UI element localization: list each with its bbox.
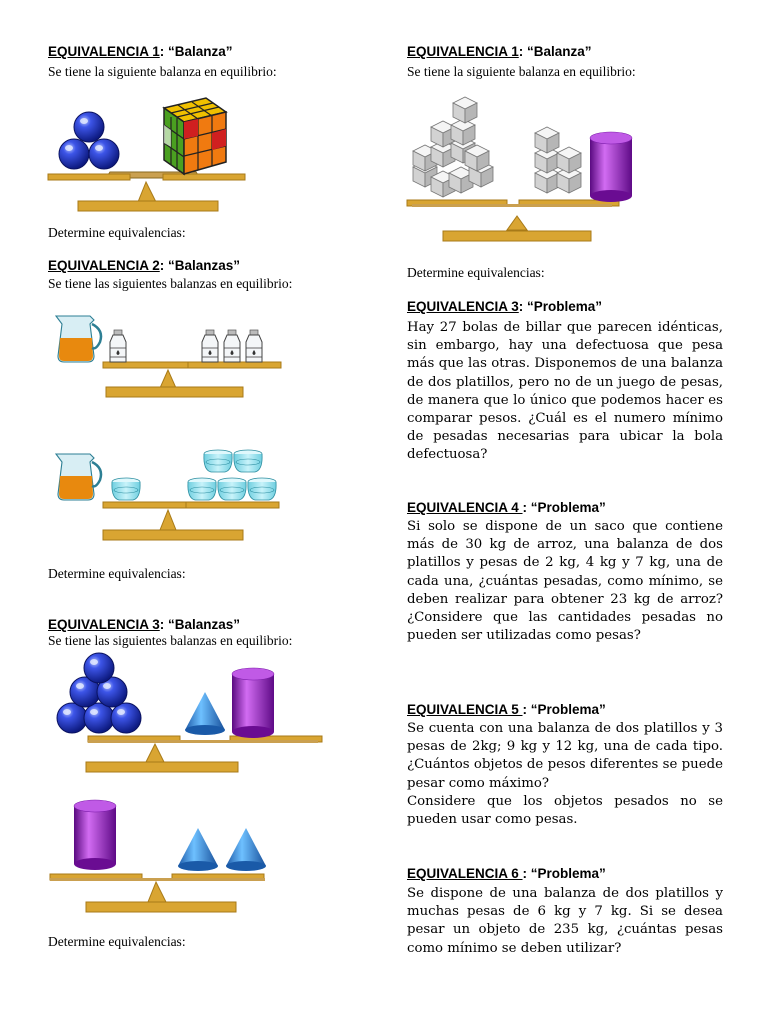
section-intro: Se tiene las siguientes balanzas en equilibrio: [48, 276, 293, 291]
blue-ball-icon [111, 703, 141, 733]
section-intro: Se tiene la siguiente balanza en equilibrio: [48, 64, 277, 79]
glass-bowl-icon [234, 450, 262, 472]
blue-ball-icon [59, 139, 89, 169]
glass-bowl-icon [248, 478, 276, 500]
section-title: EQUIVALENCIA 2: “Balanzas” [48, 258, 241, 273]
water-bottle-icon [224, 330, 240, 362]
problem-statement: Si solo se dispone de un saco que contiene más de 30 kg de arroz, una balanza de dos platillos y pesas de 2 kg, 4 kg y 7 kg, una de cada una, ¿cuántas pesadas, como mínimo, se deben realizar para obtener 23 kg de arroz? ¿Considere que las cantidades pesadas no pueden ser utilizadas como pesas? [407, 519, 723, 644]
blue-ball-icon [57, 703, 87, 733]
problem-statement: Se dispone de una balanza de dos platillos y muchas pesas de 6 kg y 7 kg. Si se desea pesar un objeto de 235 kg, ¿cuántas pesas como mínimo se deben utilizar? [407, 886, 723, 956]
blue-ball-icon [89, 139, 119, 169]
glass-bowl-icon [218, 478, 246, 500]
white-cube-icon [453, 97, 477, 123]
water-bottle-icon [110, 330, 126, 362]
blue-cone-icon [226, 828, 266, 871]
balance-figure-balls-rubik [48, 90, 298, 220]
blue-cone-icon [185, 692, 225, 735]
balance-figure-pitcher-bowls [48, 428, 298, 548]
glass-bowl-icon [112, 478, 140, 500]
glass-bowl-icon [188, 478, 216, 500]
section-title: EQUIVALENCIA 5 : “Problema” [407, 702, 606, 717]
section-outro: Determine equivalencias: [48, 934, 186, 949]
blue-ball-icon [84, 703, 114, 733]
blue-cone-icon [178, 828, 218, 871]
section-title: EQUIVALENCIA 3: “Balanzas” [48, 617, 241, 632]
section-title: EQUIVALENCIA 3: “Problema” [407, 299, 603, 314]
section-title: EQUIVALENCIA 1: “Balanza” [48, 44, 233, 59]
section-outro: Determine equivalencias: [48, 566, 186, 581]
glass-bowl-icon [204, 450, 232, 472]
section-outro: Determine equivalencias: [48, 225, 186, 240]
purple-cylinder-icon [74, 800, 116, 870]
problem-statement: Se cuenta con una balanza de dos platillos y 3 pesas de 2kg; 9 kg y 12 kg, una de cada tipo. ¿Cuántos objetos de pesos diferentes se puede pesar como máximo? Considere que los objetos pesados no se pueden usar como pesas. [407, 721, 723, 828]
water-bottle-icon [202, 330, 218, 362]
balance-figure-pitcher-bottles [48, 296, 298, 406]
white-cube-icon [535, 127, 559, 153]
rubik-cube-icon [164, 98, 226, 174]
purple-cylinder-icon [232, 668, 274, 738]
section-title: EQUIVALENCIA 4 : “Problema” [407, 500, 606, 515]
section-intro: Se tiene la siguiente balanza en equilibrio: [407, 64, 636, 79]
section-title: EQUIVALENCIA 1: “Balanza” [407, 44, 592, 59]
white-cube-icon [465, 145, 489, 171]
problem-statement: Hay 27 bolas de billar que parecen idénticas, sin embargo, hay una defectuosa que pesa más que las otras. Disponemos de una balanza de dos platillos, pero no de un juego de pesas, de manera que lo único que podemos hacer es comparar pesos. ¿Cuál es el numero mínimo de pesadas necesarias para ubicar la bola defectuosa? [407, 320, 723, 463]
balance-figure-cylinder-cones [48, 790, 298, 920]
section-title: EQUIVALENCIA 6 : “Problema” [407, 866, 606, 881]
water-bottle-icon [246, 330, 262, 362]
blue-ball-icon [74, 112, 104, 142]
white-cube-icon [557, 147, 581, 173]
section-outro: Determine equivalencias: [407, 265, 545, 280]
pitcher-icon [56, 454, 101, 500]
balance-figure-balls-cone-cylinder [48, 652, 298, 782]
purple-cylinder-icon [590, 132, 632, 202]
white-cube-icon [451, 119, 475, 145]
balance-figure-cubes-cylinder [407, 88, 647, 248]
pitcher-icon [56, 316, 101, 362]
blue-ball-icon [84, 653, 114, 683]
section-intro: Se tiene las siguientes balanzas en equilibrio: [48, 633, 293, 648]
